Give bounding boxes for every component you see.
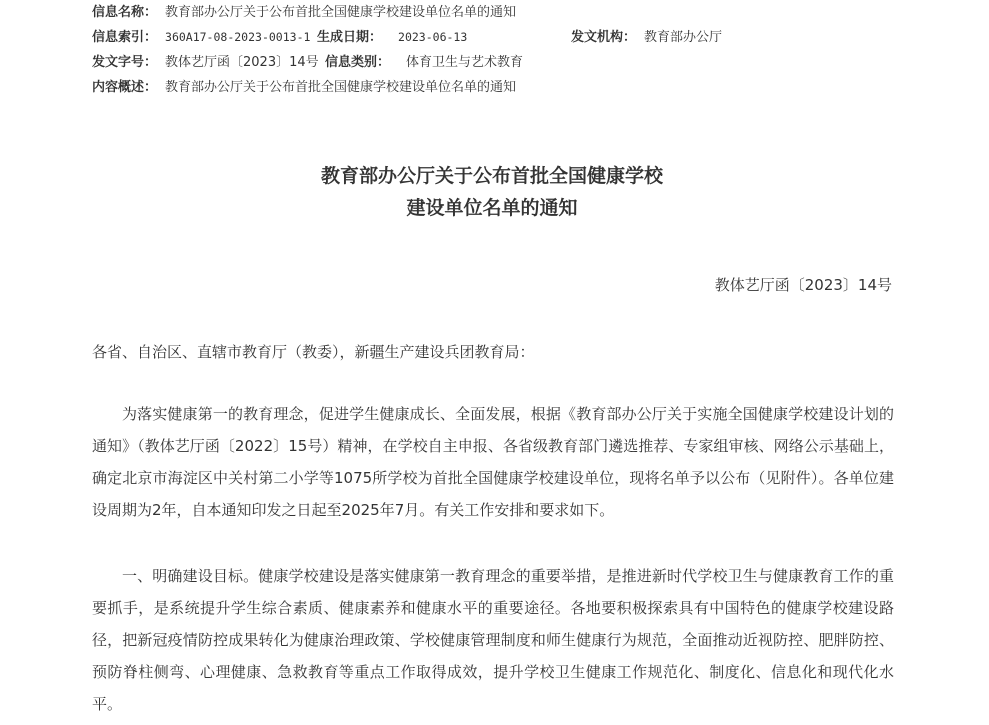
document-number: 教体艺厅函〔2023〕14号 [714, 276, 892, 294]
meta-index-value: 360A17-08-2023-0013-1 [165, 30, 311, 44]
article-title-line1: 教育部办公厅关于公布首批全国健康学校 [320, 165, 663, 187]
meta-index-label: 信息索引： [92, 30, 158, 45]
meta-row-index [92, 25, 912, 50]
meta-row-docno [92, 50, 912, 75]
meta-docno-value: 教体艺厅函〔2023〕14号 [165, 55, 319, 70]
meta-org-value: 教育部办公厅 [644, 30, 723, 45]
meta-name-value: 教育部办公厅关于公布首批全国健康学校建设单位名单的通知 [165, 5, 517, 20]
meta-org-label: 发文机构： [571, 30, 637, 45]
meta-summary-value: 教育部办公厅关于公布首批全国健康学校建设单位名单的通知 [165, 80, 517, 95]
body-paragraph-2: 一、明确建设目标。健康学校建设是落实健康第一教育理念的重要举措，是推进新时代学校卫生与健康教育工作的重要抓手，是系统提升学生综合素质、健康素养和健康水平的重要途径。各地要积极探索具有中国特色的健康学校建设路径，把新冠疫情防控成果转化为健康治理政策、学校健康管理制度和师生健康行为规范，全面推动近视防控、肥胖防控、预防脊柱侧弯、心理健康、急救教育等重点工作取得成效，提升学校卫生健康工作规范化、制度化、信息化和现代化水平。 [92, 567, 894, 713]
meta-category-value: 体育卫生与艺术教育 [406, 55, 524, 70]
meta-date-label: 生成日期： [317, 30, 383, 45]
salutation: 各省、自治区、直辖市教育厅（教委），新疆生产建设兵团教育局： [92, 343, 535, 361]
meta-row-summary [92, 75, 912, 100]
meta-row-name [92, 0, 912, 25]
meta-summary-label: 内容概述： [92, 80, 158, 95]
article-title [92, 160, 892, 224]
body-paragraph-1: 为落实健康第一的教育理念，促进学生健康成长、全面发展，根据《教育部办公厅关于实施全国健康学校建设计划的通知》（教体艺厅函〔2022〕15号）精神，在学校自主申报、各省级教育部门遴选推荐、专家组审核、网络公示基础上，确定北京市海淀区中关村第二小学等1075所学校为首批全国健康学校建设单位，现将名单予以公布（见附件）。各单位建设周期为2年，自本通知印发之日起至2025年7月。有关工作安排和要求如下。 [92, 405, 894, 519]
meta-category-label: 信息类别： [325, 55, 391, 70]
meta-date-value: 2023-06-13 [398, 30, 468, 44]
document-metadata [92, 0, 912, 100]
article-title-line2: 建设单位名单的通知 [406, 197, 578, 219]
meta-name-label: 信息名称： [92, 5, 158, 20]
meta-docno-label: 发文字号： [92, 55, 158, 70]
